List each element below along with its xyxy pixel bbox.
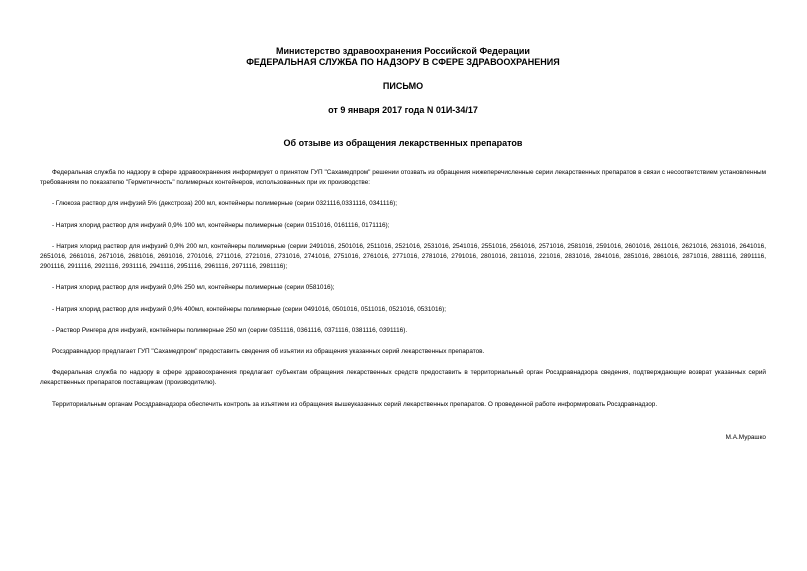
paragraph-request-subjects: Федеральная служба по надзору в сфере здравоохранения предлагает субъектам обращения лекарственных средств предоставить в территориальный орган Росздравнадзора сведения, подтверждающие возврат указанных серий лекарственных препаратов поставщикам (производителю).	[40, 369, 766, 387]
document-date-number: от 9 января 2017 года N 01И-34/17	[328, 105, 478, 115]
list-item-nacl-250: - Натрия хлорид раствор для инфузий 0,9% 250 мл, контейнеры полимерные (серии 0581016);	[52, 284, 335, 292]
list-item-nacl-100: - Натрия хлорид раствор для инфузий 0,9% 100 мл, контейнеры полимерные (серии 0151016, 0161116, 0171116);	[52, 221, 390, 229]
ministry-name: Министерство здравоохранения Российской Федерации	[276, 46, 530, 56]
document-body	[40, 168, 766, 410]
document-type: ПИСЬМО	[382, 81, 424, 91]
document-header	[40, 0, 766, 149]
service-name: ФЕДЕРАЛЬНАЯ СЛУЖБА ПО НАДЗОРУ В СФЕРЕ ЗДРАВООХРАНЕНИЯ	[246, 57, 560, 67]
document-subject: Об отзыве из обращения лекарственных препаратов	[283, 138, 523, 148]
list-item-nacl-400: - Натрия хлорид раствор для инфузий 0,9% 400мл, контейнеры полимерные (серии 0491016, 0501016, 0511016, 0521016, 0531016);	[52, 305, 446, 313]
paragraph-intro: Федеральная служба по надзору в сфере здравоохранения информирует о принятом ГУП "Сахамедпром" решении отозвать из обращения нижеперечисленные серии лекарственных препаратов в связи с несоответствием установленным требованиям по показателю "Герметичность" полимерных контейнеров, использованных при их производстве:	[40, 169, 766, 187]
list-item-ringer: - Раствор Рингера для инфузий, контейнеры полимерные 250 мл (серии 0351116, 0361116, 0371116, 0381116, 0391116).	[52, 326, 408, 334]
paragraph-control: Территориальным органам Росздравнадзора обеспечить контроль за изъятием из обращения вышеуказанных серий лекарственных препаратов. О проведенной работе информировать Росздравнадзор.	[52, 400, 658, 408]
paragraph-request-gup: Росздравнадзор предлагает ГУП "Сахамедпром" предоставить сведения об изъятии из обращения указанных серий лекарственных препаратов.	[52, 348, 485, 356]
list-item-glucose: - Глюкоза раствор для инфузий 5% (декстроза) 200 мл, контейнеры полимерные (серии 0321116,0331116, 0341116);	[52, 200, 397, 208]
signature: М.А.Мурашко	[725, 434, 766, 441]
list-item-nacl-200: - Натрия хлорид раствор для инфузий 0,9% 200 мл, контейнеры полимерные (серии 2491016, 2501016, 2511016, 2521016, 2531016, 2541016, 2551016, 2561016, 2571016, 2581016, 2591016, 2601016, 2611016, 2621016, 2631016, 2641016, 2651016, 2661016, 2671016, 2681016, 2691016, 2701016, 2711016, 2721016, 2731016, 2741016, 2751016, 2761016, 2771016, 2781016, 2791016, 2801016, 2811016, 221016, 2831016, 2841016, 2851016, 2861016, 2871016, 2881116, 2891116, 2901116, 2911116, 2921116, 2931116, 2941116, 2951116, 2961116, 2971116, 2981116);	[40, 242, 766, 271]
